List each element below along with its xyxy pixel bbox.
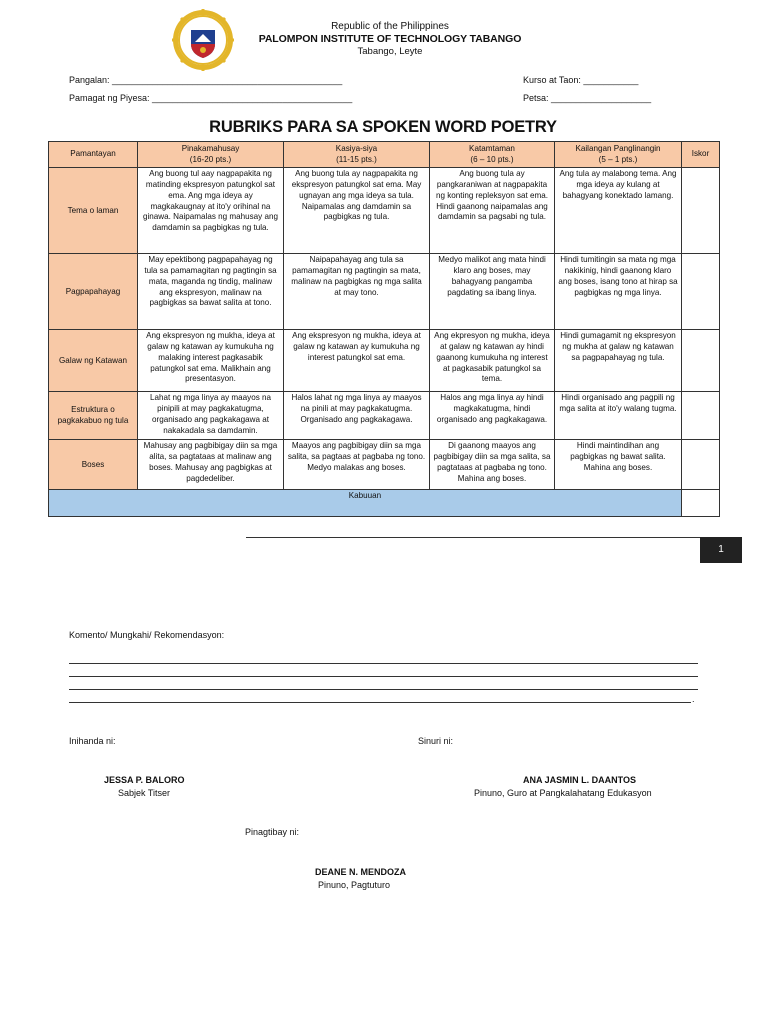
republic-heading: Republic of the Philippines (331, 21, 449, 32)
comment-end-mark: . (692, 694, 695, 704)
criteria-cell: Boses (49, 440, 138, 490)
approved-by-role: Pinuno, Pagtuturo (318, 880, 391, 890)
rubric-header-row (49, 142, 720, 168)
course-field: Kurso at Taon: ___________ (523, 75, 639, 85)
rubric-title: RUBRIKS PARA SA SPOKEN WORD POETRY (209, 118, 557, 136)
fair-cell: Medyo malikot ang mata hindi klaro ang boses, may bahagyang pangamba pagdating sa ibang linya. (430, 254, 555, 330)
header-needs: Kailangan Panglinangin (5 – 1 pts.) (555, 142, 682, 168)
comment-line[interactable] (69, 689, 698, 690)
score-cell[interactable] (682, 254, 720, 330)
piece-title-field: Pamagat ng Piyesa: ________________________________________ (69, 93, 353, 103)
table-row (49, 392, 720, 440)
needs-cell: Hindi maintindihan ang pagbigkas ng bawat salita. Mahina ang boses. (555, 440, 682, 490)
fair-cell: Ang buong tula ay pangkaraniwan at nagpapakita ng konting repleksyon sat ema. Hindi gaanong naipamalas ang damdamin sa pagsabi ng tula. (430, 168, 555, 254)
comment-line[interactable] (69, 663, 698, 664)
table-row (49, 330, 720, 392)
approved-by-name: DEANE N. MENDOZA (315, 867, 407, 877)
total-score-cell[interactable] (682, 490, 720, 517)
approved-by-label: Pinagtibay ni: (245, 827, 300, 837)
criteria-cell: Tema o laman (49, 168, 138, 254)
institute-name: PALOMPON INSTITUTE OF TECHNOLOGY TABANGO (258, 33, 522, 45)
header-fair: Katamtaman (6 – 10 pts.) (430, 142, 555, 168)
rubric-table (48, 141, 720, 517)
fair-cell: Ang ekpresyon ng mukha, ideya at galaw ng katawan ay hindi gaanong kumukuha ng interest at pagkasabik patungkol sa tema. (430, 330, 555, 392)
good-cell: Halos lahat ng mga linya ay maayos na pinili at may pagkakatugma. Organisado ang pagkakagawa. (284, 392, 430, 440)
fair-cell: Di gaanong maayos ang pagbibigay diin sa mga salita, sa pagtataas at pagbaba ng tono. Mahina ang boses. (430, 440, 555, 490)
needs-cell: Ang tula ay malabong tema. Ang mga ideya ay kulang at bahagyang konektado lamang. (555, 168, 682, 254)
score-cell[interactable] (682, 330, 720, 392)
best-cell: Mahusay ang pagbibigay diin sa mga alita, sa pagtataas at malinaw ang boses. Mahusay ang pagbigkas at pagdedeliber. (138, 440, 284, 490)
fair-cell: Halos ang mga linya ay hindi magkakatugma, hindi organisado ang pagkakagawa. (430, 392, 555, 440)
prepared-by-label: Inihanda ni: (69, 736, 116, 746)
score-cell[interactable] (682, 168, 720, 254)
prepared-by-role: Sabjek Titser (118, 788, 171, 798)
criteria-cell: Galaw ng Katawan (49, 330, 138, 392)
total-label: Kabuuan (49, 490, 682, 517)
best-cell: Ang buong tul aay nagpapakita ng matinding ekspresyon patungkol sat ema. Ang mga ideya ay magkakaugnay at ito'y orihinal na ginawa. Naipamalas ng mahusay ang damdamin sa pagbigkas ng tula. (138, 168, 284, 254)
best-cell: Ang ekspresyon ng mukha, ideya at galaw ng katawan ay kumukuha ng malaking interest pagkasabik patungkol sat ema. Malikhain ang presentasyon. (138, 330, 284, 392)
prepared-by-name: JESSA P. BALORO (104, 775, 185, 785)
best-cell: May epektibong pagpapahayag ng tula sa pamamagitan ng pagtingin sa mata, maganda ng tindig, malinaw ang ekspresyon, malinaw na pagbigkas sa bawat salita at tono. (138, 254, 284, 330)
date-field: Petsa: ____________________ (523, 93, 652, 103)
name-field: Pangalan: ______________________________________________ (69, 75, 343, 85)
comment-line[interactable] (69, 702, 691, 703)
header-score: Iskor (682, 142, 720, 168)
criteria-cell: Pagpapahayag (49, 254, 138, 330)
good-cell: Ang buong tula ay nagpapakita ng ekspresyon patungkol sat ema. May ugnayan ang mga ideya sa tula. Naipamalas ang damdamin sa pagbigkas ng tula. (284, 168, 430, 254)
checked-by-label: Sinuri ni: (418, 736, 454, 746)
needs-cell: Hindi organisado ang pagpili ng mga salita at ito'y walang tugma. (555, 392, 682, 440)
needs-cell: Hindi gumagamit ng ekspresyon ng mukha at galaw ng katawan sa pagpapahayag ng tula. (555, 330, 682, 392)
needs-cell: Hindi tumitingin sa mata ng mga nakikinig, hindi gaanong klaro ang boses, isang tono at hirap sa pagbigkas ng mga linya. (555, 254, 682, 330)
school-logo (171, 8, 235, 72)
header-criteria: Pamantayan (49, 142, 138, 168)
checked-by-role: Pinuno, Guro at Pangkalahatang Edukasyon (474, 788, 652, 798)
total-row (49, 490, 720, 517)
header-good: Kasiya-siya (11-15 pts.) (284, 142, 430, 168)
criteria-cell: Estruktura o pagkakabuo ng tula (49, 392, 138, 440)
good-cell: Naipapahayag ang tula sa pamamagitan ng pagtingin sa mata, malinaw na pagbigkas ng mga salita at may tono. (284, 254, 430, 330)
score-cell[interactable] (682, 392, 720, 440)
best-cell: Lahat ng mga linya ay maayos na pinipili at may pagkakatugma, organisado ang pagkakagawa at nakakadala sa damdamin. (138, 392, 284, 440)
table-row (49, 440, 720, 490)
checked-by-name: ANA JASMIN L. DAANTOS (523, 775, 637, 785)
table-row (49, 254, 720, 330)
comment-line[interactable] (69, 676, 698, 677)
page-number: 1 (700, 537, 742, 563)
institute-location: Tabango, Leyte (357, 46, 423, 57)
comments-label: Komento/ Mungkahi/ Rekomendasyon: (69, 630, 225, 640)
header-best: Pinakamahusay (16-20 pts.) (138, 142, 284, 168)
table-row (49, 168, 720, 254)
good-cell: Ang ekspresyon ng mukha, ideya at galaw ng katawan ay kumukuha ng interest patungkol sat ema. (284, 330, 430, 392)
good-cell: Maayos ang pagbibigay diin sa mga salita, sa pagtaas at pagbaba ng tono. Medyo malakas ang boses. (284, 440, 430, 490)
page-divider (246, 537, 713, 538)
score-cell[interactable] (682, 440, 720, 490)
